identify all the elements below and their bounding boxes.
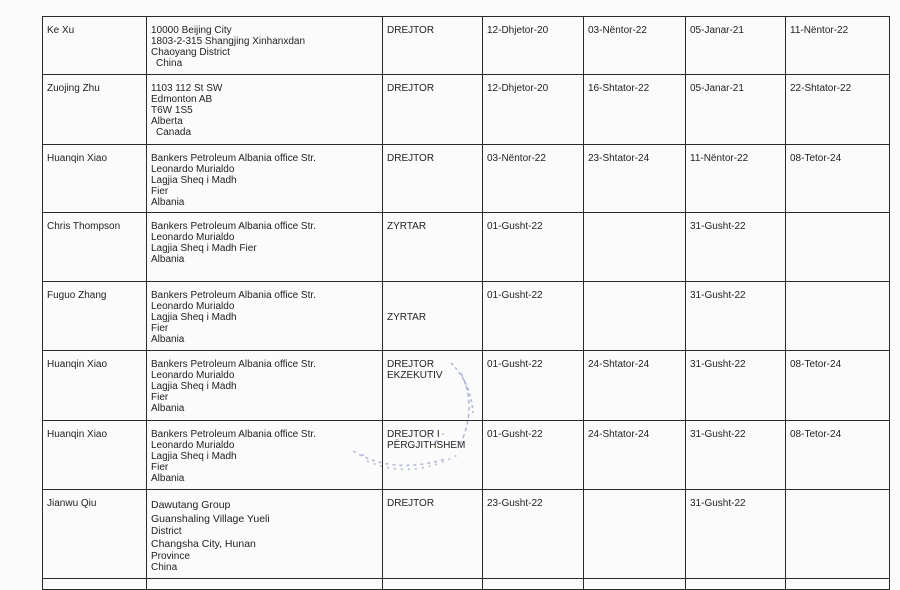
address-line: Bankers Petroleum Albania office Str. — [151, 290, 316, 301]
table-row — [43, 75, 890, 145]
date-cell: 11-Nëntor-22 — [686, 145, 786, 213]
officer-name: Fuguo Zhang — [43, 282, 147, 351]
address-line: Albania — [151, 473, 185, 484]
officer-role — [383, 213, 483, 282]
empty-cell — [686, 579, 786, 590]
address-line: Alberta — [151, 116, 183, 127]
empty-cell — [483, 579, 584, 590]
address-line: Leonardo Murialdo — [151, 440, 235, 451]
date-cell: 12-Dhjetor-20 — [483, 75, 584, 145]
date-cell: 03-Nëntor-22 — [483, 145, 584, 213]
role-line: PËRGJITHSHEM — [387, 440, 466, 451]
officer-address — [147, 145, 383, 213]
role-line: DREJTOR — [387, 153, 435, 164]
date-cell — [786, 213, 890, 282]
address-line: Bankers Petroleum Albania office Str. — [151, 221, 316, 232]
date-cell: 01-Gusht-22 — [483, 282, 584, 351]
address-line: Bankers Petroleum Albania office Str. — [151, 153, 316, 164]
officer-address — [147, 490, 383, 579]
officer-name: Jianwu Qiu — [43, 490, 147, 579]
officer-address — [147, 75, 383, 145]
address-line: Edmonton AB — [151, 94, 213, 105]
table-row — [43, 351, 890, 421]
officer-name: Chris Thompson — [43, 213, 147, 282]
officer-address — [147, 17, 383, 75]
date-cell: 23-Gusht-22 — [483, 490, 584, 579]
date-cell: 01-Gusht-22 — [483, 213, 584, 282]
role-line: ZYRTAR — [387, 221, 427, 232]
address-line: Albania — [151, 334, 185, 345]
table-row — [43, 213, 890, 282]
date-cell — [786, 282, 890, 351]
officer-role — [383, 282, 483, 351]
address-line: Fier — [151, 392, 169, 403]
address-line: Changsha City, Hunan — [151, 538, 256, 550]
address-line: Lagjia Sheq i Madh — [151, 381, 237, 392]
address-line: Lagjia Sheq i Madh — [151, 451, 237, 462]
date-cell: 24-Shtator-24 — [584, 351, 686, 421]
date-cell: 24-Shtator-24 — [584, 421, 686, 490]
address-line: Bankers Petroleum Albania office Str. — [151, 359, 316, 370]
address-line: Fier — [151, 186, 169, 197]
role-line: DREJTOR — [387, 25, 435, 36]
role-line: DREJTOR — [387, 359, 435, 370]
address-line: Lagjia Sheq i Madh Fier — [151, 243, 257, 254]
table-row — [43, 490, 890, 579]
role-line: DREJTOR — [387, 83, 435, 94]
table-row — [43, 282, 890, 351]
date-cell: 05-Janar-21 — [686, 17, 786, 75]
date-cell: 08-Tetor-24 — [786, 351, 890, 421]
address-line: Bankers Petroleum Albania office Str. — [151, 429, 316, 440]
table-row — [43, 421, 890, 490]
role-line: DREJTOR I — [387, 429, 440, 440]
address-line: Albania — [151, 197, 185, 208]
address-line: Leonardo Murialdo — [151, 370, 235, 381]
table-row — [43, 579, 890, 590]
empty-cell — [147, 579, 383, 590]
date-cell — [584, 282, 686, 351]
date-cell: 08-Tetor-24 — [786, 145, 890, 213]
date-cell: 12-Dhjetor-20 — [483, 17, 584, 75]
date-cell — [584, 213, 686, 282]
officer-address — [147, 351, 383, 421]
address-line: China — [156, 58, 183, 69]
officer-name: Huanqin Xiao — [43, 421, 147, 490]
date-cell: 31-Gusht-22 — [686, 421, 786, 490]
address-line: District — [151, 526, 182, 537]
empty-cell — [584, 579, 686, 590]
address-line: Leonardo Murialdo — [151, 301, 235, 312]
date-cell: 05-Janar-21 — [686, 75, 786, 145]
table-row — [43, 17, 890, 75]
officer-address — [147, 421, 383, 490]
date-cell: 01-Gusht-22 — [483, 351, 584, 421]
address-line: Albania — [151, 254, 185, 265]
officer-name: Huanqin Xiao — [43, 351, 147, 421]
date-cell: 03-Nëntor-22 — [584, 17, 686, 75]
role-line: EKZEKUTIV — [387, 370, 443, 381]
role-line: DREJTOR — [387, 498, 435, 509]
address-line: Guanshaling Village Yueli — [151, 513, 270, 525]
address-line: 1803-2-315 Shangjing Xinhanxdan — [151, 36, 306, 47]
date-cell: 31-Gusht-22 — [686, 351, 786, 421]
date-cell: 08-Tetor-24 — [786, 421, 890, 490]
date-cell: 31-Gusht-22 — [686, 282, 786, 351]
table-row — [43, 145, 890, 213]
address-line: Canada — [156, 127, 192, 138]
officer-role — [383, 421, 483, 490]
officer-name: Ke Xu — [43, 17, 147, 75]
address-line: Albania — [151, 403, 185, 414]
officer-role — [383, 145, 483, 213]
officer-name: Huanqin Xiao — [43, 145, 147, 213]
empty-cell — [43, 579, 147, 590]
officer-address — [147, 213, 383, 282]
address-line: Leonardo Murialdo — [151, 232, 235, 243]
address-line: Leonardo Murialdo — [151, 164, 235, 175]
role-line: ZYRTAR — [387, 312, 427, 323]
date-cell: 11-Nëntor-22 — [786, 17, 890, 75]
date-cell: 31-Gusht-22 — [686, 490, 786, 579]
address-line: China — [151, 562, 178, 573]
date-cell: 01-Gusht-22 — [483, 421, 584, 490]
officer-name: Zuojing Zhu — [43, 75, 147, 145]
address-line: T6W 1S5 — [151, 105, 193, 116]
empty-cell — [786, 579, 890, 590]
address-line: Dawutang Group — [151, 499, 231, 511]
officers-table — [42, 16, 890, 590]
date-cell: 31-Gusht-22 — [686, 213, 786, 282]
address-line: Lagjia Sheq i Madh — [151, 175, 237, 186]
address-line: Chaoyang District — [151, 47, 230, 58]
date-cell: 16-Shtator-22 — [584, 75, 686, 145]
date-cell: 22-Shtator-22 — [786, 75, 890, 145]
table-body — [43, 17, 890, 590]
date-cell — [786, 490, 890, 579]
address-line: Fier — [151, 323, 169, 334]
address-line: 10000 Beijing City — [151, 25, 232, 36]
officer-role — [383, 75, 483, 145]
officer-role — [383, 351, 483, 421]
address-line: Fier — [151, 462, 169, 473]
officer-role — [383, 17, 483, 75]
officer-role — [383, 490, 483, 579]
date-cell — [584, 490, 686, 579]
address-line: 1103 112 St SW — [151, 83, 223, 94]
address-line: Province — [151, 551, 190, 562]
date-cell: 23-Shtator-24 — [584, 145, 686, 213]
officer-address — [147, 282, 383, 351]
empty-cell — [383, 579, 483, 590]
address-line: Lagjia Sheq i Madh — [151, 312, 237, 323]
